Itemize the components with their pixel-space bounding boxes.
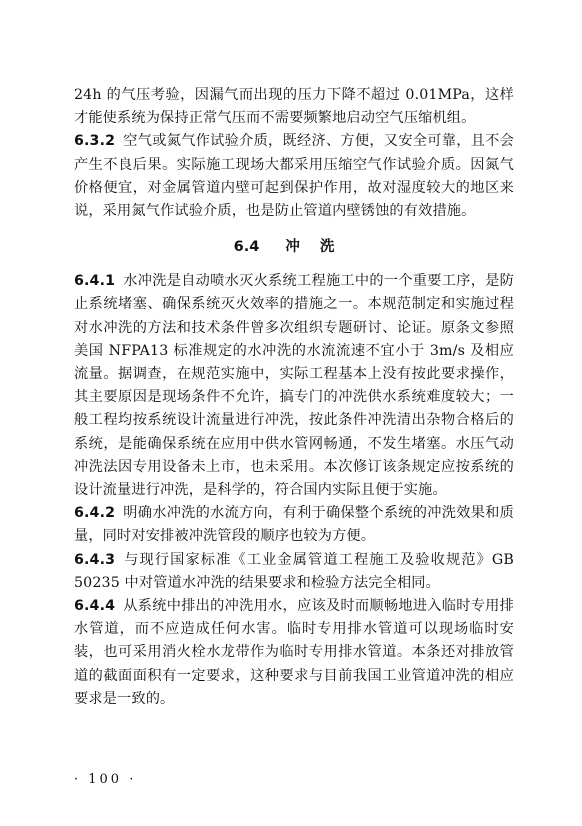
paragraph-6-4-3 [74,549,514,595]
paragraph-6-4-4 [74,595,514,711]
clause-number: 6.4.1 [74,273,116,290]
clause-number: 6.4.3 [74,551,116,568]
section-heading [74,235,514,259]
paragraph-text: 水冲洗是自动喷水灭火系统工程施工中的一个重要工序，是防止系统堵塞、确保系统灭火效率的措施之一。本规范制定和实施过程对水冲洗的方法和技术条件曾多次组织专题研讨、论证。原条文参照美国 NFPA13 标准规定的水冲洗的水流流速不宜小于 3m/s 及相应流量。据调查，在规范实施中，实际工程基本上没有按此要求操作，其主要原因是现场条件不允许，搞专门的冲洗供水系统难度较大；一般工程均按系统设计流量进行冲洗，按此条件冲洗清出杂物合格后的系统，是能确保系统在应用中供水管网畅通，不发生堵塞。水压气动冲洗法因专用设备未上市，也未采用。本次修订该条规定应按系统的设计流量进行冲洗，是科学的，符合国内实际且便于实施。 [74,273,514,499]
paragraph-text: 从系统中排出的冲洗用水，应该及时而顺畅地进入临时专用排水管道，而不应造成任何水害。临时专用排水管道可以现场临时安装，也可采用消火栓水龙带作为临时专用排水管道。本条还对排放管道的截面面积有一定要求，这种要求与目前我国工业管道冲洗的相应要求是一致的。 [74,598,514,707]
section-number: 6.4 [233,239,260,256]
paragraph-text: 24h 的气压考验，因漏气而出现的压力下降不超过 0.01MPa，这样才能使系统为保持正常气压而不需要频繁地启动空气压缩机组。 [74,87,514,127]
paragraph-6-4-2 [74,502,514,548]
page-number: · 100 · [74,772,137,787]
section-title: 冲洗 [285,239,355,256]
paragraph-text: 空气或氮气作试验介质，既经济、方便，又安全可靠，且不会产生不良后果。实际施工现场大都采用压缩空气作试验介质。因氮气价格便宜，对金属管道内壁可起到保护作用，故对湿度较大的地区来说，采用氮气作试验介质，也是防止管道内壁锈蚀的有效措施。 [74,133,514,220]
paragraph-text: 明确水冲洗的水流方向，有利于确保整个系统的冲洗效果和质量，同时对安排被冲洗管段的顺序也较为方便。 [74,505,514,545]
paragraph-6-4-1 [74,270,514,502]
document-page [74,84,514,711]
paragraph-6-3-2 [74,130,514,223]
clause-number: 6.3.2 [74,133,116,150]
clause-number: 6.4.2 [74,505,116,522]
clause-number: 6.4.4 [74,598,116,615]
paragraph-continuation [74,84,514,130]
paragraph-text: 与现行国家标准《工业金属管道工程施工及验收规范》GB 50235 中对管道水冲洗的结果要求和检验方法完全相同。 [74,551,514,591]
